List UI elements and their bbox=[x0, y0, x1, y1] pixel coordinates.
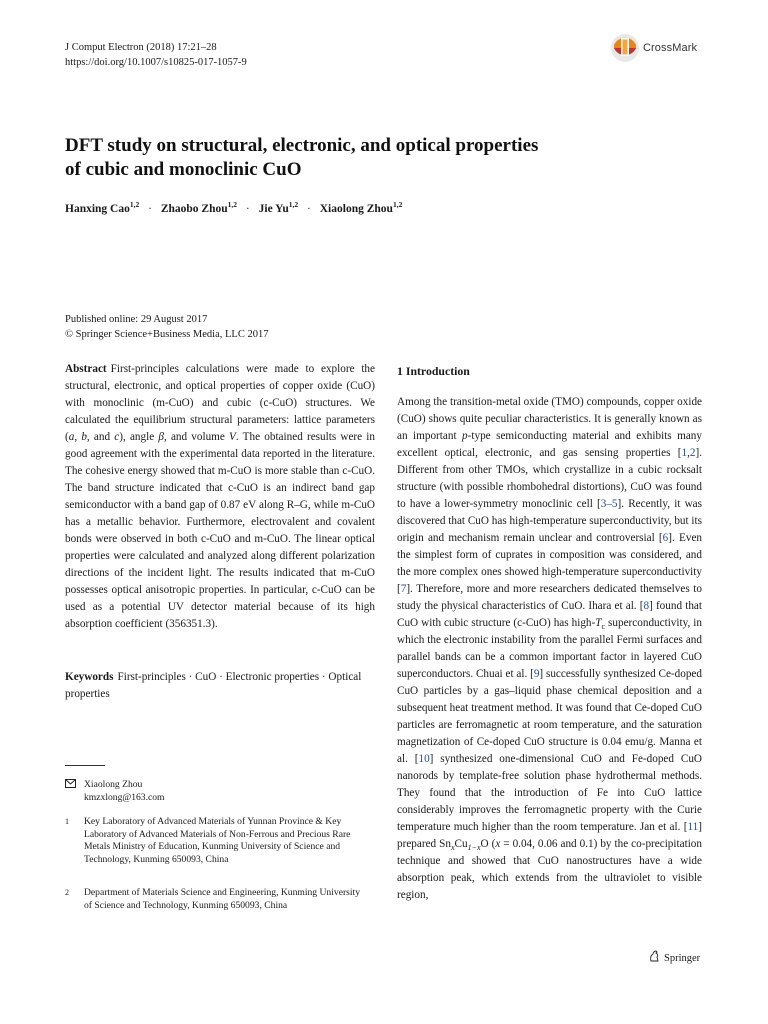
intro-subscript: x bbox=[450, 843, 455, 853]
intro-text: ]. Even the simplest form of cuprates in composition was considered, and the more complex ones showed high-temperature superconductivity [ bbox=[397, 532, 702, 595]
abstract-text: , and volume bbox=[163, 431, 230, 443]
abstract-text: , bbox=[74, 431, 82, 443]
corresponding-author bbox=[65, 779, 365, 804]
abstract-symbol: β bbox=[158, 431, 164, 443]
keywords-text: First-principles · CuO · Electronic properties · Optical properties bbox=[65, 671, 362, 700]
author-affiliation: 1,2 bbox=[392, 200, 403, 210]
citation-link[interactable]: 3–5 bbox=[600, 498, 618, 510]
section-heading: 1 Introduction bbox=[397, 364, 470, 378]
published-date: Published online: 29 August 2017 bbox=[65, 314, 208, 325]
journal-info bbox=[65, 40, 247, 70]
affiliation-1 bbox=[65, 816, 365, 866]
abstract-text: First-principles calculations were made to explore the structural, electronic, and optical properties of copper oxide (CuO) with monoclinic (m-CuO) and cubic (c-CuO) structures. We calculated the equilibrium structural parameters: lattice parameters ( bbox=[65, 363, 375, 443]
abstract-symbol: b bbox=[81, 431, 87, 443]
author-separator: · bbox=[307, 203, 311, 215]
citation-link[interactable]: 8 bbox=[643, 600, 650, 612]
affiliation-number: 2 bbox=[65, 888, 69, 897]
publisher-logo bbox=[648, 950, 700, 966]
author-affiliation: 1,2 bbox=[227, 200, 238, 210]
intro-text: ] synthesized one-dimensional CuO and Fe-doped CuO nanorods by template-free solution phase hydrothermal methods. They found that the introduction of Fe into CuO lattice considerably improves the ferromagnetic property with the Curie temperature much higher than the room temperature. Jan et al. [ bbox=[397, 753, 702, 833]
author-name[interactable]: Xiaolong Zhou bbox=[319, 203, 393, 215]
publisher-name: Springer bbox=[664, 952, 701, 964]
abstract-symbol: c bbox=[114, 431, 120, 443]
intro-text: , bbox=[687, 447, 690, 459]
citation-link[interactable]: 2 bbox=[689, 447, 696, 459]
introduction-body bbox=[397, 394, 702, 904]
author-separator: · bbox=[245, 203, 250, 215]
abstract bbox=[65, 361, 375, 633]
intro-text: ] prepared Sn bbox=[397, 821, 702, 850]
intro-text: ] found that CuO with cubic structure (c-CuO) has high- bbox=[397, 600, 702, 629]
affiliation-number: 1 bbox=[65, 817, 69, 826]
envelope-icon bbox=[65, 779, 76, 793]
title-line: of cubic and monoclinic CuO bbox=[65, 159, 302, 180]
intro-text: Cu bbox=[454, 838, 468, 850]
citation-link[interactable]: 7 bbox=[400, 583, 407, 595]
abstract-text: . The obtained results were in good agreement with the experimental data reported in the literature. The cohesive energy showed that m-CuO is more stable than c-CuO. The band structure indicated that c-CuO is an indirect band gap semiconductor with a band gap of 0.87 eV along R–G, while m-CuO has a metallic behavior. Furthermore, electrovalent and covalent bonds were observed in both c-CuO and m-CuO. The linear optical properties were calculated and analyzed along different polarization directions of the incident light. The results indicated that m-CuO possesses optical anisotropic properties. In particular, c-CuO can be used as a potential UV detector material because of its high absorption coefficient (356351.3). bbox=[65, 431, 376, 630]
footnote-rule bbox=[65, 765, 105, 766]
contact-email[interactable]: kmzxlong@163.com bbox=[84, 791, 165, 803]
author-affiliation: 1,2 bbox=[129, 200, 140, 210]
intro-symbol: T bbox=[595, 617, 602, 629]
article-title bbox=[65, 134, 625, 182]
affiliation-text: Department of Materials Science and Engineering, Kunming University of Science and Technology, Kunming 650093, China bbox=[84, 887, 361, 911]
intro-symbol: x bbox=[495, 838, 501, 850]
author-name[interactable]: Zhaobo Zhou bbox=[160, 203, 228, 215]
intro-text: ]. Recently, it was discovered that CuO has high-temperature superconductivity, but its origin and mechanism remain unclear and controversial [ bbox=[397, 498, 702, 544]
intro-subscript: 1−x bbox=[467, 843, 481, 853]
abstract-text: ), angle bbox=[119, 431, 159, 443]
abstract-symbol: a bbox=[68, 431, 75, 443]
citation-link[interactable]: 11 bbox=[687, 821, 699, 833]
doi-link[interactable]: https://doi.org/10.1007/s10825-017-1057-9 bbox=[65, 57, 247, 68]
keywords-label: Keywords bbox=[65, 671, 114, 683]
author-affiliation: 1,2 bbox=[288, 200, 299, 210]
intro-text: Among the transition-metal oxide (TMO) compounds, copper oxide (CuO) shows quite peculiar characteristics. It is generally known as an important bbox=[397, 396, 702, 442]
journal-line: J Comput Electron (2018) 17:21–28 bbox=[65, 42, 217, 53]
intro-text: ]. Therefore, more and more researchers dedicated themselves to study the physical characteristics of CuO. Ihara et al. [ bbox=[397, 583, 702, 612]
intro-text: -type semiconducting material and exhibits many excellent optical, electronic, and gas sensing properties [ bbox=[397, 430, 702, 459]
citation-link[interactable]: 1 bbox=[681, 447, 688, 459]
springer-horse-icon bbox=[648, 950, 660, 966]
title-line: DFT study on structural, electronic, and optical properties bbox=[65, 135, 539, 156]
copyright: © Springer Science+Business Media, LLC 2017 bbox=[65, 328, 269, 340]
abstract-text: , and bbox=[86, 431, 115, 443]
intro-text: ] successfully synthesized Ce-doped CuO particles by a gas–liquid phase chemical deposition and a subsequent heat treatment method. It was found that Ce-doped CuO particles are ferromagnetic at room temperature, and the saturation magnetization of Ce-doped CuO structure is 0.04 emu/g. Manna et al. [ bbox=[397, 668, 702, 765]
contact-name: Xiaolong Zhou bbox=[84, 779, 143, 790]
author-name[interactable]: Hanxing Cao bbox=[65, 203, 130, 215]
author-separator: · bbox=[148, 203, 152, 215]
intro-text: O ( bbox=[480, 838, 496, 850]
affiliation-2 bbox=[65, 887, 365, 912]
crossmark-icon bbox=[610, 31, 640, 65]
intro-text: superconductivity, in which the electronic instability from the parallel Fermi surfaces and parallel bands can be a common important factor in layered CuO superconductors. Chuai et al. [ bbox=[397, 617, 702, 680]
keywords bbox=[65, 669, 375, 703]
citation-link[interactable]: 9 bbox=[533, 668, 540, 680]
crossmark-label: CrossMark bbox=[643, 42, 698, 54]
intro-symbol: p bbox=[462, 430, 468, 442]
abstract-symbol: V bbox=[229, 431, 236, 443]
intro-text: = 0.04, 0.06 and 0.1) by the co-precipitation technique and showed that CuO nanostructures have a wide absorption peak, which extends from the ultraviolet to visible region, bbox=[397, 838, 702, 901]
intro-text: ]. Different from other TMOs, which crystallize in a cubic rocksalt structure (with possible rhombohedral distortions), CuO was found to have a lower-symmetry monoclinic cell [ bbox=[397, 447, 702, 510]
abstract-label: Abstract bbox=[65, 363, 107, 375]
intro-subscript: c bbox=[601, 622, 606, 632]
author-list bbox=[65, 201, 402, 217]
author-name[interactable]: Jie Yu bbox=[258, 203, 289, 215]
crossmark-badge[interactable] bbox=[610, 31, 720, 65]
citation-link[interactable]: 6 bbox=[662, 532, 669, 544]
publication-info bbox=[65, 313, 268, 342]
citation-link[interactable]: 10 bbox=[418, 753, 430, 765]
affiliation-text: Key Laboratory of Advanced Materials of Yunnan Province & Key Laboratory of Advanced Materials of Non-Ferrous and Precious Rare Metals Ministry of Education, Kunming University of Science and Technology, Kunming 650093, China bbox=[84, 816, 351, 865]
